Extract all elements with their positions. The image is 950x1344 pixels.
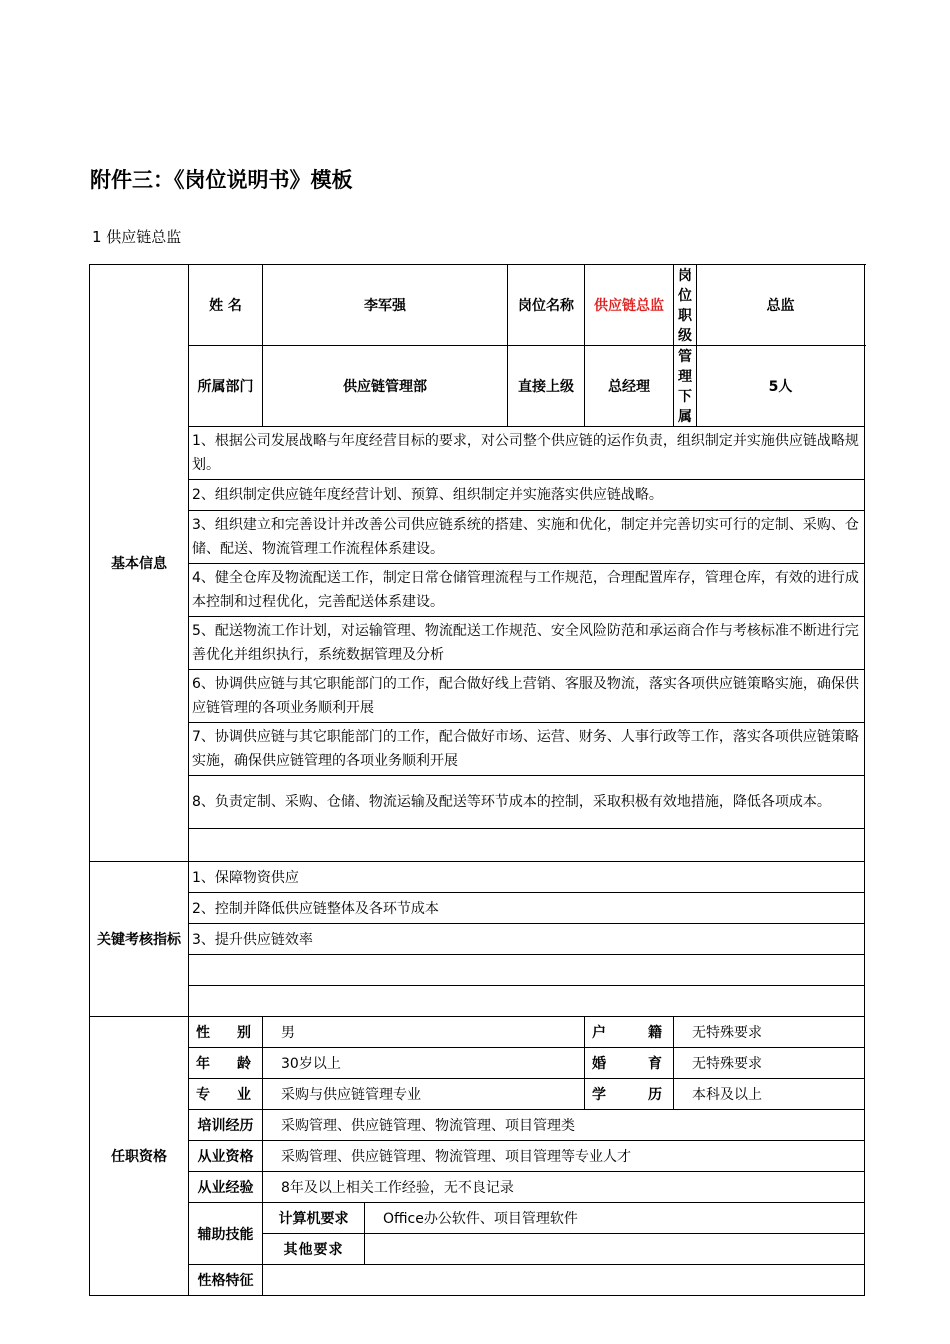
education-label-char: 学 [592,1087,606,1103]
gender-label-char: 性 [196,1025,210,1041]
marriage-label-char: 育 [648,1056,662,1072]
age-label-char: 年 [196,1056,210,1072]
duty-row [90,564,865,617]
kpi-item: 2、控制并降低供应链整体及各环节成本 [189,893,865,924]
kpi-item: 1、保障物资供应 [189,862,865,893]
kpi-row-empty [90,955,865,986]
subordinates-value: 5人 [697,346,865,427]
duty-item: 1、根据公司发展战略与年度经营目标的要求，对公司整个供应链的运作负责，组织制定并实施供应链战略规划。 [189,427,865,480]
marriage-label [585,1048,674,1079]
position-value: 供应链总监 [585,265,674,346]
marriage-label-char: 婚 [592,1056,606,1072]
duty-item: 4、健全仓库及物流配送工作，制定日常仓储管理流程与工作规范，合理配置库存，管理仓库，有效的进行成本控制和过程优化，完善配送体系建设。 [189,564,865,617]
qual-row-major [90,1079,865,1110]
kpi-label: 关键考核指标 [90,862,189,1017]
major-label-char: 业 [237,1087,251,1103]
major-label-char: 专 [196,1087,210,1103]
kpi-row-empty [90,986,865,1017]
basic-row-1 [90,265,865,346]
cert-label: 从业资格 [189,1141,263,1172]
qualification-label: 任职资格 [90,1017,189,1296]
gender-label-char: 别 [237,1025,251,1041]
qual-row-personality [90,1265,865,1296]
aux-skills-label: 辅助技能 [189,1203,263,1265]
empty-cell [189,986,865,1017]
superior-value: 总经理 [585,346,674,427]
cert-value: 采购管理、供应链管理、物流管理、项目管理等专业人才 [263,1141,865,1172]
kpi-row [90,862,865,893]
duty-item: 3、组织建立和完善设计并改善公司供应链系统的搭建、实施和优化，制定并完善切实可行的定制、采购、仓储、配送、物流管理工作流程体系建设。 [189,511,865,564]
gender-label [189,1017,263,1048]
duty-item: 6、协调供应链与其它职能部门的工作，配合做好线上营销、客服及物流，落实各项供应链策略实施，确保供应链管理的各项业务顺利开展 [189,670,865,723]
qual-row-training [90,1110,865,1141]
age-value: 30岁以上 [263,1048,585,1079]
document-title: 附件三：《岗位说明书》模板 [90,168,353,192]
age-label-char: 龄 [237,1056,251,1072]
computer-label: 计算机要求 [263,1203,365,1234]
duty-item: 7、协调供应链与其它职能部门的工作，配合做好市场、运营、财务、人事行政等工作，落实各项供应链策略实施，确保供应链管理的各项业务顺利开展 [189,723,865,776]
position-label: 岗位名称 [508,265,585,346]
education-label [585,1079,674,1110]
kpi-item: 3、提升供应链效率 [189,924,865,955]
duty-row [90,427,865,480]
other-value [365,1234,865,1265]
qual-row-age [90,1048,865,1079]
marriage-value: 无特殊要求 [674,1048,865,1079]
qual-row-experience [90,1172,865,1203]
duty-row [90,480,865,511]
job-description-table [89,264,865,1296]
qual-row-gender [90,1017,865,1048]
experience-label: 从业经验 [189,1172,263,1203]
education-value: 本科及以上 [674,1079,865,1110]
kpi-row [90,893,865,924]
section-heading: 1 供应链总监 [92,228,182,246]
other-label: 其他要求 [263,1234,365,1265]
duty-row-empty [90,829,865,862]
hukou-label [585,1017,674,1048]
basic-info-label: 基本信息 [90,265,189,862]
dept-label: 所属部门 [189,346,263,427]
training-label: 培训经历 [189,1110,263,1141]
experience-value: 8年及以上相关工作经验，无不良记录 [263,1172,865,1203]
qual-row-cert [90,1141,865,1172]
duty-row [90,723,865,776]
major-value: 采购与供应链管理专业 [263,1079,585,1110]
personality-label: 性格特征 [189,1265,263,1296]
empty-cell [189,955,865,986]
training-value: 采购管理、供应链管理、物流管理、项目管理类 [263,1110,865,1141]
age-label [189,1048,263,1079]
duty-row [90,776,865,829]
personality-value [263,1265,865,1296]
gender-value: 男 [263,1017,585,1048]
duty-row [90,670,865,723]
hukou-label-char: 户 [592,1025,606,1041]
major-label [189,1079,263,1110]
dept-value: 供应链管理部 [263,346,508,427]
hukou-label-char: 籍 [648,1025,662,1041]
superior-label: 直接上级 [508,346,585,427]
subordinates-label: 管理下属 [674,346,697,427]
hukou-value: 无特殊要求 [674,1017,865,1048]
basic-row-2 [90,346,865,427]
education-label-char: 历 [648,1087,662,1103]
computer-value: Office办公软件、项目管理软件 [365,1203,865,1234]
name-value: 李军强 [263,265,508,346]
name-label: 姓 名 [189,265,263,346]
duty-item: 5、配送物流工作计划，对运输管理、物流配送工作规范、安全风险防范和承运商合作与考核标准不断进行完善优化并组织执行，系统数据管理及分析 [189,617,865,670]
empty-cell [189,829,865,862]
grade-label: 岗位职级 [674,265,697,346]
duty-row [90,617,865,670]
kpi-row [90,924,865,955]
grade-value: 总监 [697,265,865,346]
duty-item: 8、负责定制、采购、仓储、物流运输及配送等环节成本的控制，采取积极有效地措施，降低各项成本。 [189,776,865,829]
duty-item: 2、组织制定供应链年度经营计划、预算、组织制定并实施落实供应链战略。 [189,480,865,511]
qual-row-computer [90,1203,865,1234]
duty-row [90,511,865,564]
